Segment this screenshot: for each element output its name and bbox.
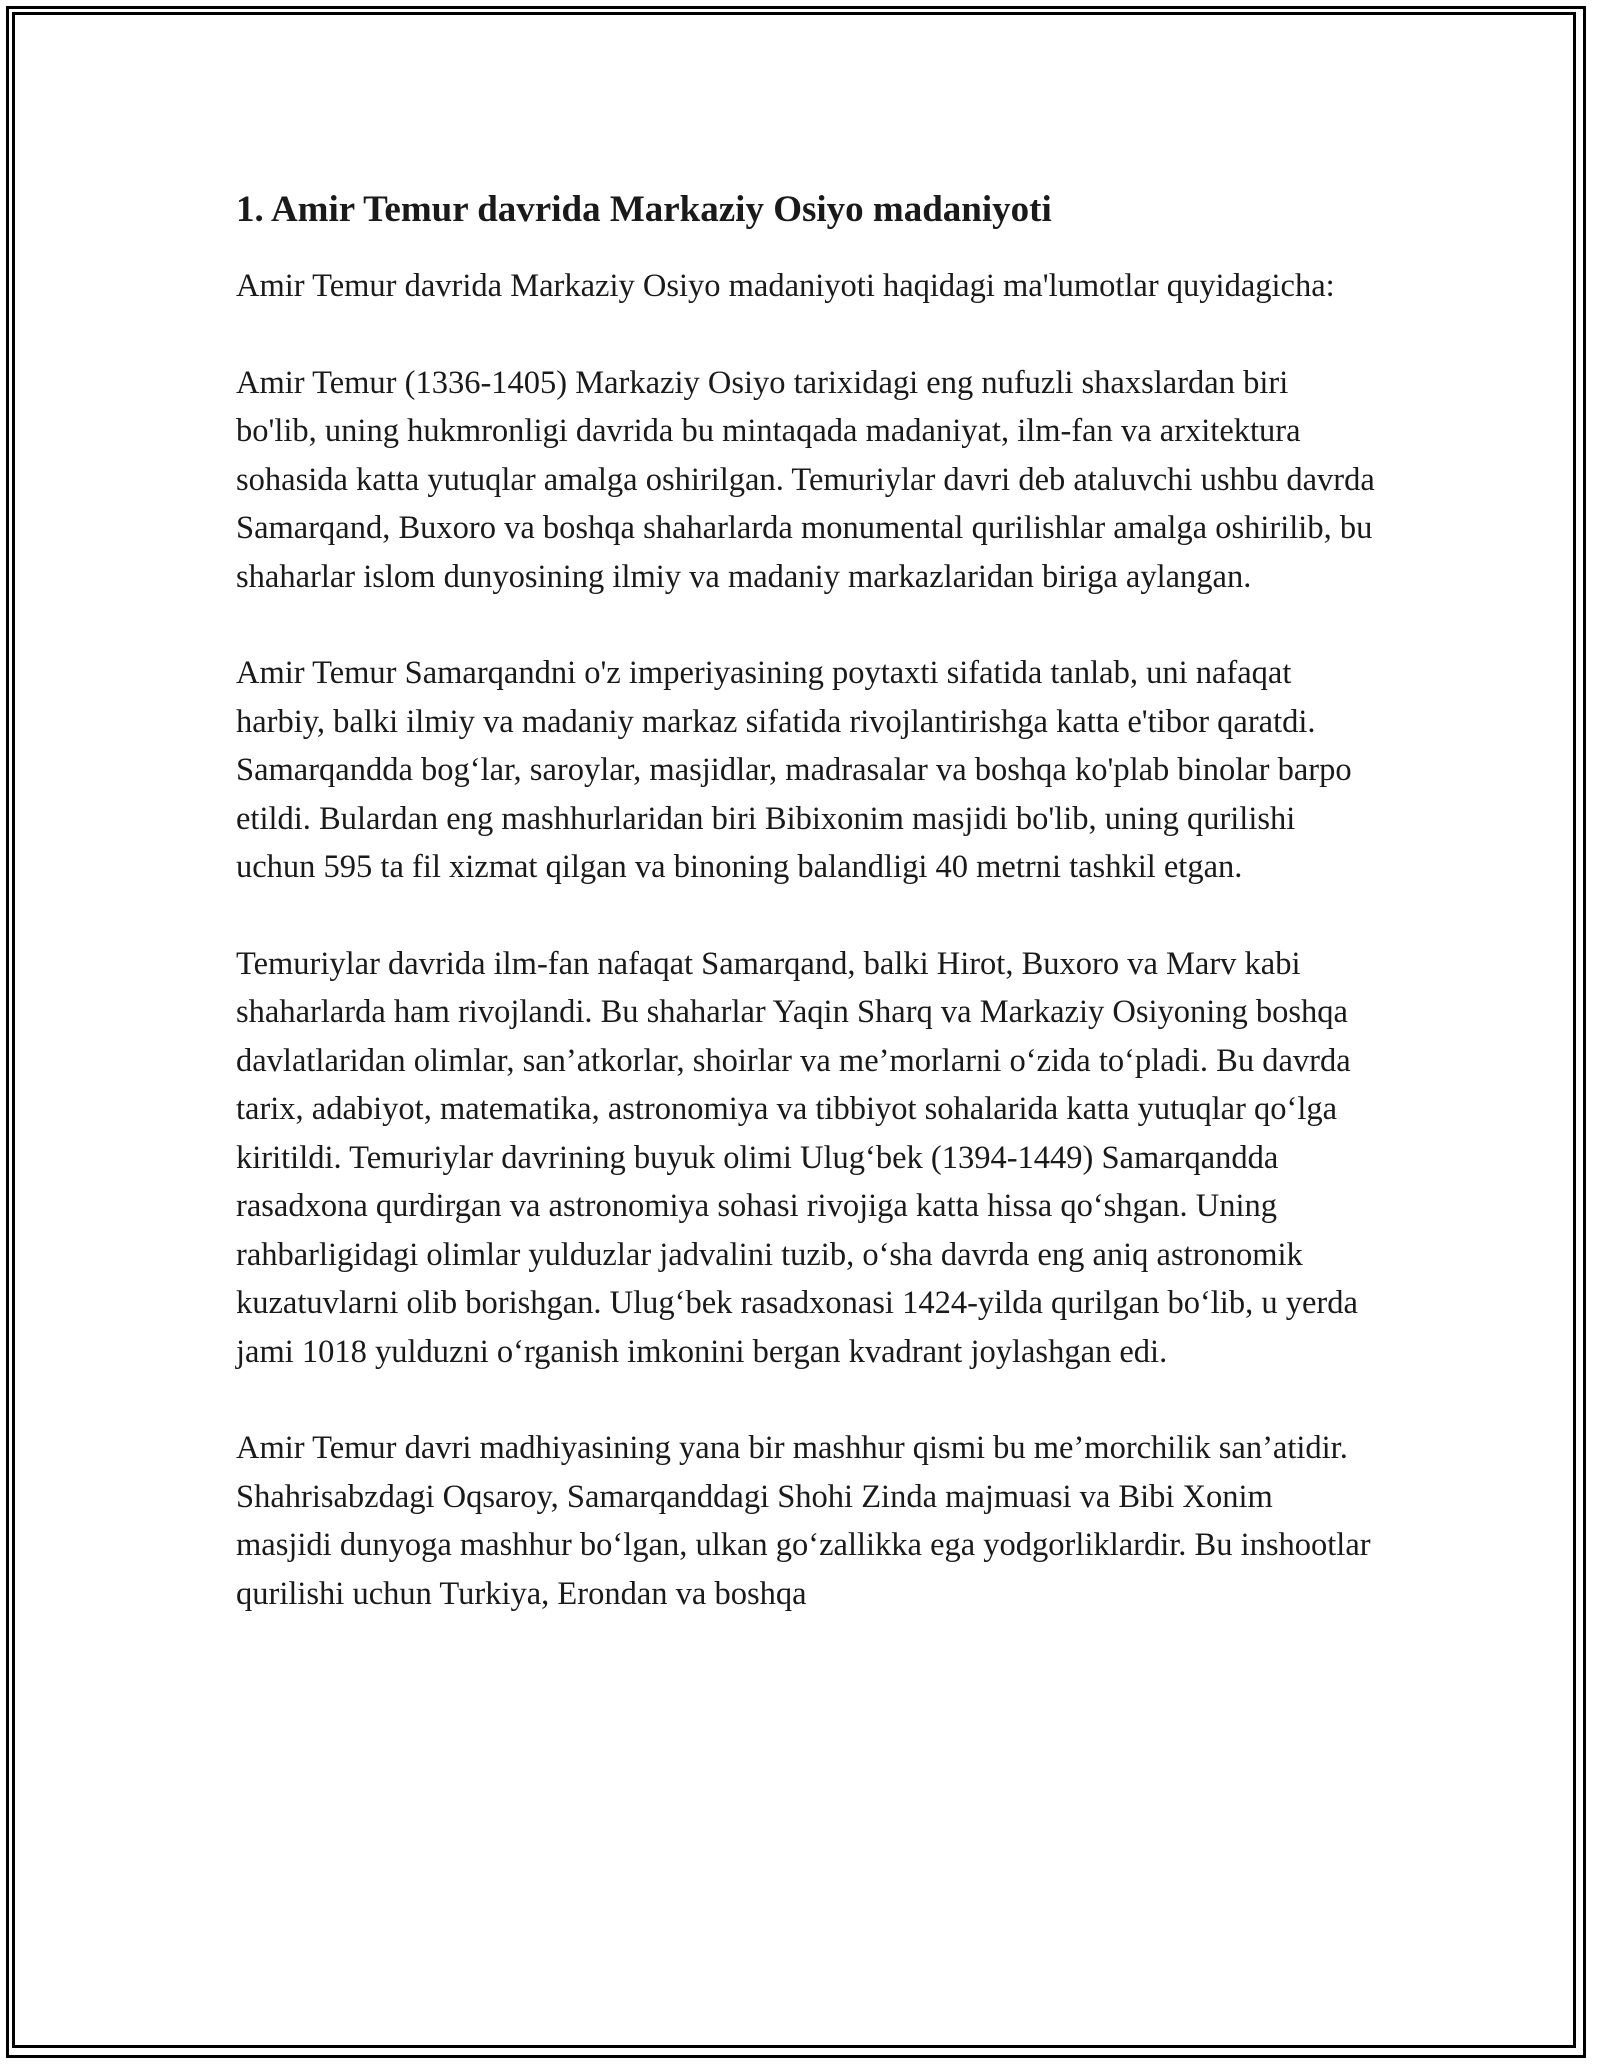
paragraph-amir-temur: Amir Temur (1336-1405) Markaziy Osiyo tarixidagi eng nufuzli shaxslardan biri bo'lib, uning hukmronligi davrida bu mintaqada madaniyat, ilm-fan va arxitektura sohasida katta yutuqlar amalga oshirilgan. Temuriylar davri deb ataluvchi ushbu davrda Samarqand, Buxoro va boshqa shaharlarda monumental qurilishlar amalga oshirilib, bu shaharlar islom dunyosining ilmiy va madaniy markazlaridan biriga aylangan.: [236, 364, 1375, 595]
section-title: 1. Amir Temur davrida Markaziy Osiyo madaniyoti: [236, 189, 1052, 230]
paragraph-intro: Amir Temur davrida Markaziy Osiyo madaniyoti haqidagi ma'lumotlar quyidagicha:: [236, 268, 1335, 304]
paragraph-science: Temuriylar davrida ilm-fan nafaqat Samarqand, balki Hirot, Buxoro va Marv kabi shaharlarda ham rivojlandi. Bu shaharlar Yaqin Sharq va Markaziy Osiyoning boshqa davlatlaridan olimlar, san’atkorlar, shoirlar va me’morlarni o‘zida to‘pladi. Bu davrda tarix, adabiyot, matematika, astronomiya va tibbiyot sohalarida katta yutuqlar qo‘lga kiritildi. Temuriylar davrining buyuk olimi Ulug‘bek (1394-1449) Samarqandda rasadxona qurdirgan va astronomiya sohasi rivojiga katta hissa qo‘shgan. Uning rahbarligidagi olimlar yulduzlar jadvalini tuzib, o‘sha davrda eng aniq astronomik kuzatuvlarni olib borishgan. Ulug‘bek rasadxonasi 1424-yilda qurilgan bo‘lib, u yerda jami 1018 yulduzni o‘rganish imkonini bergan kvadrant joylashgan edi.: [236, 945, 1358, 1370]
paragraph-samarqand: Amir Temur Samarqandni o'z imperiyasining poytaxti sifatida tanlab, uni nafaqat harbiy, balki ilmiy va madaniy markaz sifatida rivojlantirishga katta e'tibor qaratdi. Samarqandda bog‘lar, saroylar, masjidlar, madrasalar va boshqa ko'plab binolar barpo etildi. Bulardan eng mashhurlaridan biri Bibixonim masjidi bo'lib, uning qurilishi uchun 595 ta fil xizmat qilgan va binoning balandligi 40 metrni tashkil etgan.: [236, 655, 1352, 885]
paragraph-architecture: Amir Temur davri madhiyasining yana bir mashhur qismi bu me’morchilik san’atidir. Shahrisabzdagi Oqsaroy, Samarqanddagi Shohi Zinda majmuasi va Bibi Xonim masjidi dunyoga mashhur bo‘lgan, ulkan go‘zallikka ega yodgorliklardir. Bu inshootlar qurilishi uchun Turkiya, Erondan va boshqa: [236, 1430, 1371, 1612]
document-body: [236, 186, 1376, 1666]
